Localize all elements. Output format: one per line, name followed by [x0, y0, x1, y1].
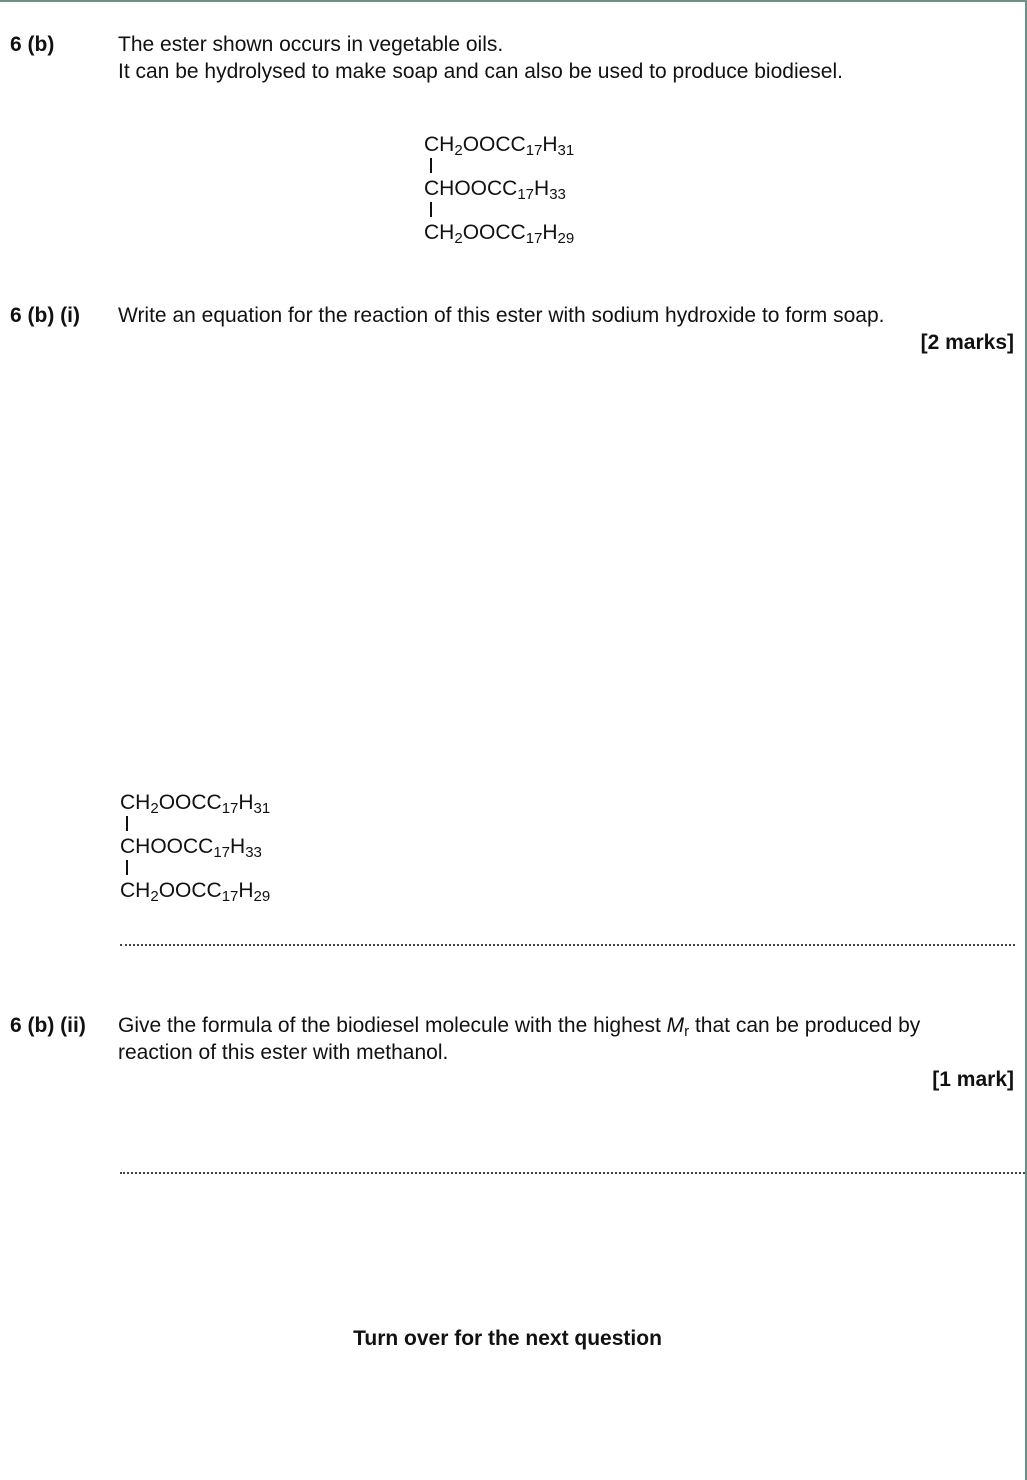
ester-structure [424, 133, 575, 247]
bond-line [120, 814, 270, 836]
ester-row-2: $CHOOCC_{17}H_{33}$ [424, 177, 566, 203]
ester-row-3: $CH_2OOCC_{17}H_{29}$ [424, 221, 575, 247]
page-border-top [0, 0, 1027, 2]
turn-over-footer: Turn over for the next question [353, 1327, 662, 1350]
question-6bii-line1: Give the formula of the biodiesel molecule with the highest $M_r$ that can be produced by [118, 1014, 921, 1040]
question-6b-intro-line2: It can be hydrolysed to make soap and can also be used to produce biodiesel. [118, 60, 843, 83]
ester-row-2: $CHOOCC_{17}H_{33}$ [120, 835, 262, 861]
question-6bii-line2: reaction of this ester with methanol. [118, 1041, 449, 1064]
question-number-6bi: 6 (b) (i) [10, 304, 80, 327]
ester-structure-answer [120, 791, 271, 905]
bond-line [424, 200, 574, 222]
question-6bi-marks: [2 marks] [920, 331, 1014, 354]
answer-line-6bi[interactable] [120, 944, 1015, 946]
ester-row-1: $CH_2OOCC_{17}H_{31}$ [424, 133, 575, 159]
ester-row-3: $CH_2OOCC_{17}H_{29}$ [120, 879, 271, 905]
question-6b-intro-line1: The ester shown occurs in vegetable oils. [118, 33, 504, 56]
question-number-6b: 6 (b) [10, 33, 55, 56]
answer-line-6bii[interactable] [120, 1172, 1025, 1174]
bond-line [120, 858, 270, 880]
bond-line [424, 156, 574, 178]
question-number-6bii: 6 (b) (ii) [10, 1014, 86, 1037]
question-6bi-text: Write an equation for the reaction of this ester with sodium hydroxide to form soap. [118, 304, 885, 327]
ester-row-1: $CH_2OOCC_{17}H_{31}$ [120, 791, 271, 817]
question-6bii-marks: [1 mark] [932, 1068, 1014, 1091]
